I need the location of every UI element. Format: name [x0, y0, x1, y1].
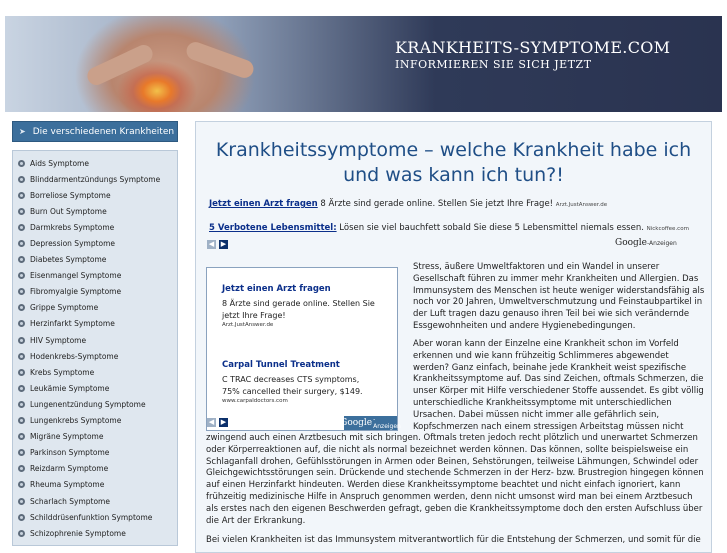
- adbox-ad2-title[interactable]: Carpal Tunnel Treatment: [222, 360, 340, 370]
- sidebar-item-diabetes[interactable]: [13, 252, 177, 268]
- sidebar-item-label: Herzinfarkt Symptome: [30, 319, 115, 329]
- sidebar-item-scharlach[interactable]: [13, 493, 177, 509]
- sidebar-item-grippe[interactable]: [13, 300, 177, 316]
- bullet-icon: [18, 320, 25, 327]
- main-content: [195, 121, 712, 553]
- sidebar-item-krebs[interactable]: [13, 364, 177, 380]
- sidebar-item-label: Diabetes Symptome: [30, 255, 107, 265]
- sidebar-item-label: Lungenentzündung Symptome: [30, 399, 146, 409]
- sidebar-heading-label: Die verschiedenen Krankheiten: [32, 126, 175, 137]
- bullet-icon: [18, 272, 25, 279]
- ad-text: 8 Ärzte sind gerade online. Stellen Sie jetzt Ihre Frage!: [317, 199, 554, 209]
- sidebar: [12, 121, 178, 545]
- adbox-next-button[interactable]: ▶: [220, 418, 227, 426]
- ad-source[interactable]: Nickcoffee.com: [646, 226, 689, 232]
- sidebar-item-label: Scharlach Symptome: [30, 496, 110, 506]
- sidebar-item-leukaemie[interactable]: [13, 380, 177, 396]
- adbox-ad1-text: 8 Ärzte sind gerade online. Stellen Sie jetzt Ihre Frage!: [222, 299, 375, 320]
- sidebar-list: [12, 150, 178, 546]
- sidebar-item-label: Eisenmangel Symptome: [30, 271, 122, 281]
- sidebar-item-label: Darmkrebs Symptome: [30, 222, 115, 232]
- paragraph-symptoms: Aber woran kann der Einzelne eine Krankheit schon im Vorfeld erkennen und wie kann frühzeitig Schlimmeres abgewendet werden? Ganz einfach, beinahe jede Krankheit weist spezifische Krankheitssymptome auf. Das sind Zeichen, oftmals Schmerzen, die unser Körper mit Hilfe verschiedener Stoffe aussendet. Es gibt völlig unterschiedliche Krankheitssymptome mit unterschiedlichen Ursachen. Dabei müssen nicht immer alle gefährlich sein, Kopfschmerzen nach einem stressigen Arbeitstag müssen nicht: [413, 339, 704, 432]
- sidebar-item-label: Rheuma Symptome: [30, 480, 105, 490]
- ad-text: Lösen sie viel bauchfett sobald Sie diese 5 Lebensmittel niemals essen.: [336, 223, 644, 233]
- sidebar-item-lungenkrebs[interactable]: [13, 413, 177, 429]
- google-logo: Google: [615, 238, 647, 248]
- sidebar-item-label: Blinddarmentzündungs Symptome: [30, 174, 161, 184]
- sidebar-item-label: Fibromyalgie Symptome: [30, 287, 122, 297]
- sidebar-item-label: Hodenkrebs-Symptome: [30, 351, 119, 361]
- sidebar-item-reizdarm[interactable]: [13, 461, 177, 477]
- sidebar-item-darmkrebs[interactable]: [13, 219, 177, 235]
- bullet-icon: [18, 208, 25, 215]
- text-ad-1[interactable]: [209, 199, 607, 209]
- sidebar-item-label: Migräne Symptome: [30, 432, 104, 442]
- page-title: Krankheitssymptome – welche Krankheit habe ich und was kann ich tun?!: [215, 139, 692, 186]
- bullet-icon: [18, 514, 25, 521]
- site-header: [5, 16, 722, 112]
- adbox-ad1-source[interactable]: Arzt.JustAnswer.de: [222, 322, 274, 328]
- sidebar-item-label: Reizdarm Symptome: [30, 464, 109, 474]
- adbox-google-ads[interactable]: [340, 416, 401, 430]
- sidebar-item-label: HIV Symptome: [30, 335, 87, 345]
- bullet-icon: [18, 369, 25, 376]
- bullet-icon: [18, 337, 25, 344]
- sidebar-item-label: Aids Symptome: [30, 158, 89, 168]
- sidebar-item-borreliose[interactable]: [13, 187, 177, 203]
- ad-prev-button[interactable]: ◀: [208, 240, 215, 248]
- sidebar-item-label: Depression Symptome: [30, 239, 116, 249]
- header-photo-arm-right: [184, 40, 256, 81]
- sidebar-item-label: Borreliose Symptome: [30, 190, 111, 200]
- bullet-icon: [18, 481, 25, 488]
- bullet-icon: [18, 224, 25, 231]
- ad-box: [206, 267, 401, 431]
- text-ad-2[interactable]: [209, 223, 689, 233]
- sidebar-item-label: Lungenkrebs Symptome: [30, 416, 122, 426]
- header-photo-arm-left: [84, 42, 155, 88]
- sidebar-item-herzinfarkt[interactable]: [13, 316, 177, 332]
- ad-link[interactable]: 5 Verbotene Lebensmittel:: [209, 223, 337, 233]
- bullet-icon: [18, 192, 25, 199]
- bullet-icon: [18, 353, 25, 360]
- google-logo: Google: [340, 418, 373, 428]
- paragraph-intro: Stress, äußere Umweltfaktoren und ein Wandel in unserer Gesellschaft führen zu immer mehr Krankheiten und Allergien. Das Immunsystem des Menschen ist heute weniger widerstandsfähig als noch vor 20 Jahren, Umweltverschmutzung und Feinstaubpartikel in der Luft tragen dazu genauso ihren Teil bei wie sich verändernde Essgewohnheiten und andere Hygienebedingungen.: [413, 262, 705, 331]
- sidebar-item-depression[interactable]: [13, 235, 177, 251]
- sidebar-item-label: Parkinson Symptome: [30, 448, 110, 458]
- bullet-icon: [18, 465, 25, 472]
- adbox-ad1-title[interactable]: Jetzt einen Arzt fragen: [222, 284, 331, 294]
- adbox-prev-button[interactable]: ◀: [208, 418, 215, 426]
- site-name[interactable]: KRANKHEITS-SYMPTOME.COM: [395, 38, 671, 57]
- bullet-icon: [18, 530, 25, 537]
- ad-next-button[interactable]: ▶: [220, 240, 227, 248]
- site-tagline: INFORMIEREN SIE SICH JETZT: [395, 58, 592, 71]
- bullet-icon: [18, 288, 25, 295]
- arrow-right-icon: ➤: [19, 127, 26, 136]
- ad-link[interactable]: Jetzt einen Arzt fragen: [209, 199, 318, 209]
- bullet-icon: [18, 240, 25, 247]
- bullet-icon: [18, 304, 25, 311]
- sidebar-item-aids[interactable]: [13, 155, 177, 171]
- header-photo: [65, 16, 295, 112]
- bullet-icon: [18, 433, 25, 440]
- sidebar-item-hodenkrebs[interactable]: [13, 348, 177, 364]
- bullet-icon: [18, 449, 25, 456]
- bullet-icon: [18, 417, 25, 424]
- bullet-icon: [18, 401, 25, 408]
- sidebar-item-hiv[interactable]: [13, 332, 177, 348]
- google-ads-label[interactable]: [615, 238, 677, 248]
- sidebar-item-label: Grippe Symptome: [30, 303, 99, 313]
- paragraph-symptoms-continued: zwingend auch einen Arztbesuch mit sich bringen. Oftmals treten jedoch recht plötzlich und unerwartet Schmerzen oder Körperreaktionen auf, die nicht als normal bezeichnet werden können. Das können, sollte beispielsweise ein Schlaganfall drohen, Gefühlsstörungen in Armen oder Beinen, Sehstörungen, teilweise Lähmungen, Schwindel oder Gleichgewichtsstörungen sein. Drückende und stechende Schmerzen in der Herz- bzw. Brustregion hingegen können auf einen Herzinfarkt hindeuten. Werden diese Krankheitssymptome beachtet und nicht einfach ignoriert, kann frühzeitig medizinische Hilfe in Anspruch genommen werden, denn nicht umsonst wird man bei einem Arztbesuch als erstes nach den eigenen Beschwerden gefragt, geben die Krankheitssymptome doch den ersten Aufschluss über die Art der Erkrankung.: [206, 433, 704, 526]
- sidebar-item-label: Leukämie Symptome: [30, 383, 110, 393]
- sidebar-item-label: Schilddrüsenfunktion Symptome: [30, 512, 153, 522]
- adbox-ad2-text: C TRAC decreases CTS symptoms, 75% cancelled their surgery, $149.: [222, 375, 363, 396]
- sidebar-item-label: Krebs Symptome: [30, 367, 95, 377]
- sidebar-item-burnout[interactable]: [13, 203, 177, 219]
- bullet-icon: [18, 160, 25, 167]
- bullet-icon: [18, 498, 25, 505]
- ads-label-text: -Anzeigen: [647, 240, 677, 247]
- sidebar-heading[interactable]: [12, 121, 178, 142]
- paragraph-immune: Bei vielen Krankheiten ist das Immunsystem mitverantwortlich für die Entstehung der Schmerzen, und somit für die: [206, 535, 701, 545]
- sidebar-item-lungenentzuendung[interactable]: [13, 396, 177, 412]
- ad-source[interactable]: Arzt.JustAnswer.de: [555, 202, 608, 208]
- sidebar-item-fibromyalgie[interactable]: [13, 284, 177, 300]
- sidebar-item-rheuma[interactable]: [13, 477, 177, 493]
- sidebar-item-blinddarm[interactable]: [13, 171, 177, 187]
- ads-label-text: -Anzeigen: [373, 416, 401, 430]
- adbox-ad2-source[interactable]: www.carpaldoctors.com: [222, 398, 288, 404]
- sidebar-item-schilddruese[interactable]: [13, 509, 177, 525]
- sidebar-item-label: Schizophrenie Symptome: [30, 528, 126, 538]
- bullet-icon: [18, 176, 25, 183]
- sidebar-item-schizophrenie[interactable]: [13, 525, 177, 541]
- sidebar-item-migraene[interactable]: [13, 429, 177, 445]
- sidebar-item-label: Burn Out Symptome: [30, 206, 107, 216]
- sidebar-item-eisenmangel[interactable]: [13, 268, 177, 284]
- bullet-icon: [18, 256, 25, 263]
- bullet-icon: [18, 385, 25, 392]
- sidebar-item-parkinson[interactable]: [13, 445, 177, 461]
